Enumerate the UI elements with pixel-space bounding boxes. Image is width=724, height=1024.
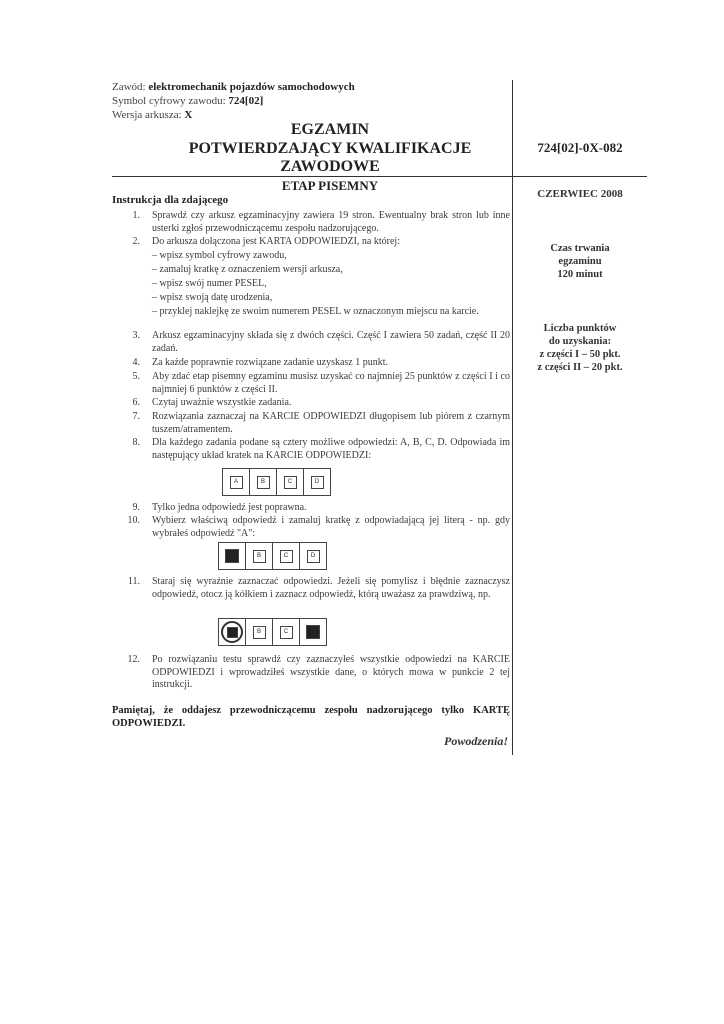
symbol-value: 724[02] <box>228 95 264 107</box>
closing-wish: Powodzenia! <box>443 734 508 748</box>
duration-line: egzaminu <box>558 256 602 267</box>
answer-cell <box>277 469 304 495</box>
answer-cell <box>246 543 273 569</box>
filled-box-a <box>225 549 239 563</box>
answer-cell <box>223 469 250 495</box>
stage-title: ETAP PISEMNY <box>281 178 379 193</box>
answer-cell <box>273 619 300 645</box>
item-text: Staraj się wyraźnie zaznaczać odpowiedzi. Jeżeli się pomylisz i błędnie zaznaczysz odpowiedź, otocz ją kółkiem i zaznacz odpowiedź, którą uważasz za prawdziwą, np. <box>152 576 510 600</box>
answer-box-d: D <box>307 550 320 563</box>
filled-box-a <box>227 627 238 638</box>
sub-item-text: – wpisz swoją datę urodzenia, <box>152 292 273 303</box>
points-line: Liczba punktów <box>543 323 617 334</box>
answer-cell <box>273 543 300 569</box>
sub-item-text: – wpisz symbol cyfrowy zawodu, <box>152 250 287 261</box>
answer-cell <box>300 543 326 569</box>
duration-line: 120 minut <box>557 269 603 280</box>
item-text: Po rozwiązaniu testu sprawdź czy zaznaczyłeś wszystkie odpowiedzi na KARCIE ODPOWIEDZI i wprowadziłeś wszystkie dane, o których mowa w punkcie 2 tej instrukcji. <box>152 654 510 690</box>
exam-title-line-1: EGZAMIN <box>290 121 370 138</box>
duration-block <box>516 242 644 281</box>
exam-header <box>112 80 355 122</box>
answer-boxes-corrected-example <box>218 618 327 646</box>
item-number: 9. <box>132 502 140 513</box>
answer-cell <box>300 619 326 645</box>
points-block <box>516 322 644 374</box>
answer-box-b: B <box>253 626 266 639</box>
item-text: Wybierz właściwą odpowiedź i zamaluj kratkę z odpowiadającą jej literą - np. gdy wybrałeś odpowiedź "A": <box>152 515 510 539</box>
duration-line: Czas trwania <box>550 243 610 254</box>
answer-cell <box>219 543 246 569</box>
item-text: Dla każdego zadania podane są cztery możliwe odpowiedzi: A, B, C, D. Odpowiada im następujący układ kratek na KARCIE ODPOWIEDZI: <box>152 437 510 461</box>
item-text: Czytaj uważnie wszystkie zadania. <box>152 397 292 408</box>
profession-label: Zawód: <box>112 81 146 93</box>
item-text: Tylko jedna odpowiedź jest poprawna. <box>152 502 307 513</box>
answer-box-c: C <box>284 476 297 489</box>
item-text: Aby zdać etap pisemny egzaminu musisz uzyskać co najmniej 25 punktów z części I i co najmniej 6 punktów z części II. <box>152 371 510 395</box>
item-number: 10. <box>127 515 140 526</box>
exam-title-line-3: ZAWODOWE <box>280 158 380 175</box>
item-text: Rozwiązania zaznaczaj na KARCIE ODPOWIEDZI długopisem lub piórem z czarnym tuszem/atramentem. <box>152 411 510 435</box>
answer-cell <box>250 469 277 495</box>
answer-cell <box>304 469 330 495</box>
item-number: 6. <box>132 397 140 408</box>
answer-boxes-marked-example <box>218 542 327 570</box>
profession-value: elektromechanik pojazdów samochodowych <box>148 81 355 93</box>
exam-title-line-2: POTWIERDZAJĄCY KWALIFIKACJE <box>188 140 472 157</box>
item-number: 2. <box>132 236 140 247</box>
circled-box-icon <box>221 621 243 643</box>
symbol-label: Symbol cyfrowy zawodu: <box>112 95 226 107</box>
points-line: z części I – 50 pkt. <box>539 349 621 360</box>
sub-item-text: – wpisz swój numer PESEL, <box>152 278 267 289</box>
vertical-divider <box>512 80 513 755</box>
answer-box-d: D <box>311 476 324 489</box>
answer-box-b: B <box>253 550 266 563</box>
answer-boxes-example <box>222 468 331 496</box>
item-text: Arkusz egzaminacyjny składa się z dwóch części. Część I zawiera 50 zadań, część II 20 zadań. <box>152 330 510 354</box>
version-label: Wersja arkusza: <box>112 109 182 121</box>
item-number: 4. <box>132 357 140 368</box>
answer-box-c: C <box>280 626 293 639</box>
points-line: do uzyskania: <box>548 336 612 347</box>
horizontal-divider <box>112 176 647 177</box>
exam-code: 724[02]-0X-082 <box>537 140 623 155</box>
final-note: Pamiętaj, że oddajesz przewodniczącemu zespołu nadzorującego tylko KARTĘ ODPOWIEDZI. <box>112 705 510 729</box>
exam-date: CZERWIEC 2008 <box>537 188 623 200</box>
sub-item-text: – zamaluj kratkę z oznaczeniem wersji arkusza, <box>152 264 343 275</box>
instructions-heading: Instrukcja dla zdającego <box>112 194 229 206</box>
item-number: 1. <box>132 210 140 221</box>
item-number: 12. <box>127 654 140 665</box>
sub-item-text: – przyklej naklejkę ze swoim numerem PESEL w oznaczonym miejscu na karcie. <box>152 306 479 317</box>
item-text: Do arkusza dołączona jest KARTA ODPOWIEDZI, na której: <box>152 236 400 247</box>
answer-cell <box>246 619 273 645</box>
answer-cell <box>219 619 246 645</box>
item-text: Za każde poprawnie rozwiązane zadanie uzyskasz 1 punkt. <box>152 357 389 368</box>
item-text: Sprawdź czy arkusz egzaminacyjny zawiera 19 stron. Ewentualny brak stron lub inne usterki zgłoś przewodniczącemu zespołu nadzorującego. <box>152 210 510 234</box>
answer-box-b: B <box>257 476 270 489</box>
version-value: X <box>184 109 193 121</box>
item-number: 11. <box>127 576 140 587</box>
answer-box-a: A <box>230 476 243 489</box>
item-number: 3. <box>132 330 140 341</box>
item-number: 7. <box>132 411 140 422</box>
points-line: z części II – 20 pkt. <box>537 362 623 373</box>
answer-box-c: C <box>280 550 293 563</box>
filled-box-d <box>306 625 320 639</box>
item-number: 5. <box>132 371 140 382</box>
item-number: 8. <box>132 437 140 448</box>
